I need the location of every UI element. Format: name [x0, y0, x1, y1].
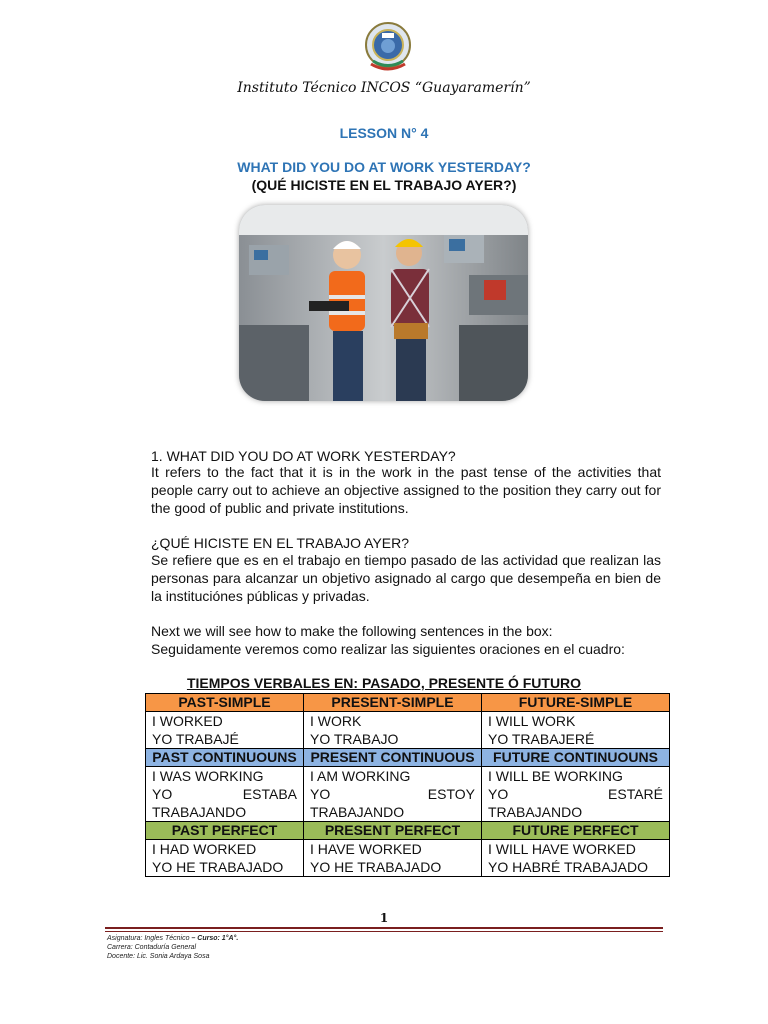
perfect-header-row [146, 822, 670, 840]
cell-en: I WORKED [152, 713, 223, 729]
cell-es-word: TRABAJANDO [152, 804, 247, 820]
cell-en: I AM WORKING [310, 768, 411, 784]
footer-career: Carrera: Contaduría General [107, 944, 197, 951]
continuous-header-row [146, 749, 670, 767]
cell-en: I HAVE WORKED [310, 841, 422, 857]
cell-past-continuous [146, 767, 304, 822]
cell-es-word: TRABAJANDO [488, 804, 583, 820]
header-future-continuous: FUTURE CONTINUOUNS [482, 749, 670, 767]
cell-es-word: ESTOY [427, 786, 475, 802]
cell-es: YO TRABAJERÉ [488, 731, 595, 747]
cell-present-continuous [304, 767, 482, 822]
section-heading-spanish: ¿QUÉ HICISTE EN EL TRABAJO AYER? [151, 535, 410, 551]
paragraph-english: It refers to the fact that it is in the work in the past tense of the activities that people carry out to achieve an objective assigned to the position they carry out for the good of public and private institutions. [151, 464, 661, 516]
cell-es: YO HE TRABAJADO [152, 859, 284, 875]
paragraph-spanish: Se refiere que es en el trabajo en tiempo pasado de las actividad que realizan las personas para alcanzar un objetivo asignado al cargo que desempeña en bien de la instituciónes públicas y privadas. [151, 552, 661, 604]
cell-present-simple [304, 712, 482, 749]
footer-subject-label: Asignatura: Ingles Técnico [107, 935, 190, 942]
footer-course-label: – Curso: 1°A°. [191, 935, 239, 942]
cell-es-line [152, 785, 297, 803]
cell-en: I WAS WORKING [152, 768, 264, 784]
table-title: TIEMPOS VERBALES EN: PASADO, PRESENTE Ó FUTURO [186, 675, 582, 691]
intro-line-spanish: Seguidamente veremos como realizar las siguientes oraciones en el cuadro: [151, 641, 625, 657]
cell-future-simple [482, 712, 670, 749]
cell-en: I WILL BE WORKING [488, 768, 623, 784]
workers-photo [239, 205, 528, 401]
cell-es-word: ESTABA [242, 786, 297, 802]
intro-line-english: Next we will see how to make the following sentences in the box: [151, 623, 553, 639]
header-present-simple: PRESENT-SIMPLE [304, 694, 482, 712]
cell-en: I WILL HAVE WORKED [488, 841, 636, 857]
cell-es-word: ESTARÉ [608, 786, 663, 802]
cell-future-continuous [482, 767, 670, 822]
footer-subject [107, 935, 238, 942]
simple-row [146, 712, 670, 749]
header-future-simple: FUTURE-SIMPLE [482, 694, 670, 712]
cell-es: YO TRABAJÉ [152, 731, 239, 747]
cell-en: I WORK [310, 713, 362, 729]
header-past-continuous: PAST CONTINUOUNS [146, 749, 304, 767]
cell-es: YO TRABAJO [310, 731, 399, 747]
header-past-simple: PAST-SIMPLE [146, 694, 304, 712]
cell-es: YO HE TRABAJADO [310, 859, 442, 875]
cell-es-word: YO [310, 786, 331, 802]
lesson-title-english: WHAT DID YOU DO AT WORK YESTERDAY? [237, 159, 531, 175]
cell-es-line [310, 785, 475, 803]
seal-icon [363, 20, 413, 74]
institute-name: Instituto Técnico INCOS “Guayaramerín” [237, 80, 531, 96]
cell-en: I WILL WORK [488, 713, 576, 729]
cell-es-line [488, 785, 663, 803]
intro-to-table [151, 622, 661, 658]
cell-es-word: YO [488, 786, 509, 802]
verb-tenses-table [145, 693, 670, 877]
header-past-perfect: PAST PERFECT [146, 822, 304, 840]
page-number: 1 [379, 911, 389, 925]
section-heading-english: 1. WHAT DID YOU DO AT WORK YESTERDAY? [151, 448, 456, 464]
footer-rule-thin [105, 931, 663, 932]
cell-past-simple [146, 712, 304, 749]
cell-past-perfect [146, 840, 304, 877]
cell-es-word: TRABAJANDO [310, 804, 405, 820]
header-present-continuous: PRESENT CONTINUOUS [304, 749, 482, 767]
cell-en: I HAD WORKED [152, 841, 257, 857]
perfect-row [146, 840, 670, 877]
cell-present-perfect [304, 840, 482, 877]
header-future-perfect: FUTURE PERFECT [482, 822, 670, 840]
simple-header-row [146, 694, 670, 712]
header-present-perfect: PRESENT PERFECT [304, 822, 482, 840]
continuous-row [146, 767, 670, 822]
cell-future-perfect [482, 840, 670, 877]
cell-es-word: YO [152, 786, 173, 802]
cell-es: YO HABRÉ TRABAJADO [488, 859, 649, 875]
footer-teacher: Docente: Lic. Sonia Ardaya Sosa [107, 953, 210, 960]
footer-rule [105, 927, 663, 929]
lesson-title-spanish: (QUÉ HICISTE EN EL TRABAJO AYER?) [251, 177, 517, 193]
lesson-number: LESSON N° 4 [339, 125, 429, 141]
